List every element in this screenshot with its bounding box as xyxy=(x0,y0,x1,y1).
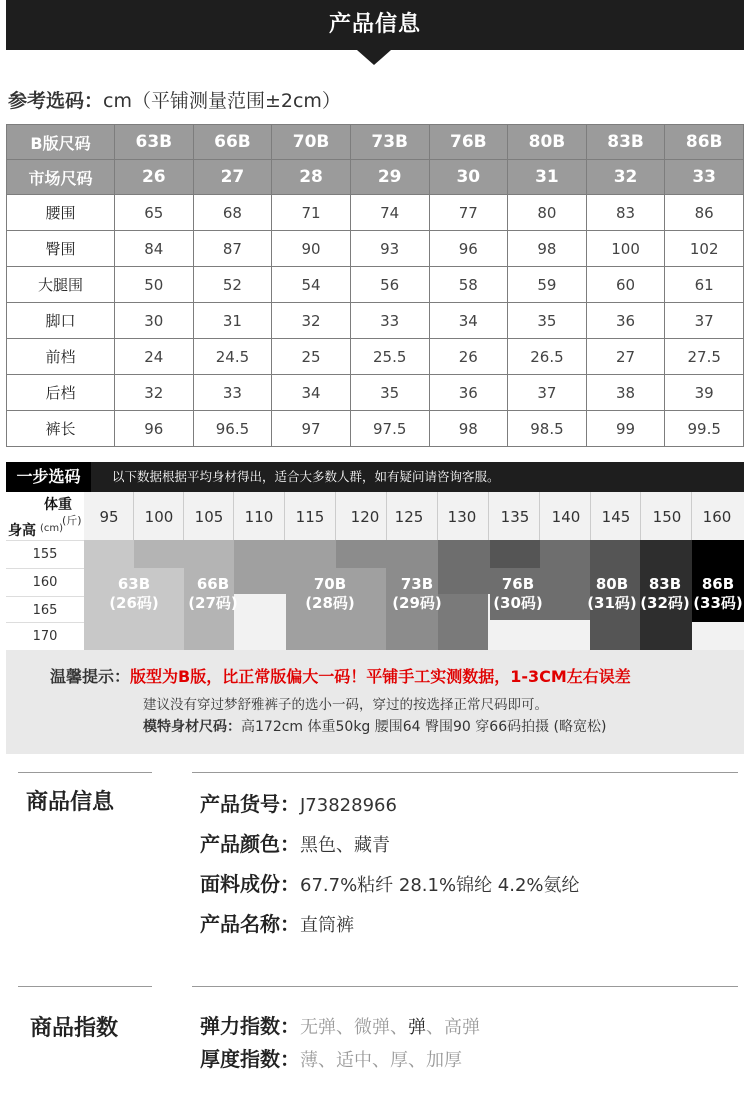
size-label-70b xyxy=(300,575,360,613)
thickness-option: 加厚 xyxy=(426,1050,462,1071)
table-cell: 98 xyxy=(508,231,587,267)
thickness-option: 厚 xyxy=(390,1050,408,1071)
info-row-sku xyxy=(200,788,397,817)
weight-tick: 145 xyxy=(601,508,631,526)
table-cell: 35 xyxy=(350,375,429,411)
tip-warning-text: 版型为B版，比正常版偏大一码！平铺手工实测数据，1-3CM左右误差 xyxy=(130,667,631,686)
table-cell: 102 xyxy=(665,231,744,267)
weight-label: 体重 xyxy=(44,497,72,513)
grid-divider xyxy=(284,492,285,540)
table-cell: 96.5 xyxy=(193,411,272,447)
b-size-cell: 66B xyxy=(193,125,272,160)
table-cell: 58 xyxy=(429,267,508,303)
table-cell: 37 xyxy=(508,375,587,411)
grid-divider xyxy=(183,492,184,540)
market-size-cell: 26 xyxy=(115,160,194,195)
elasticity-option-selected: 弹 xyxy=(408,1017,426,1038)
tip-model xyxy=(143,716,606,736)
table-cell: 33 xyxy=(350,303,429,339)
table-cell: 59 xyxy=(508,267,587,303)
size-b-text: 80B xyxy=(595,575,629,593)
field-label: 产品颜色： xyxy=(200,832,300,856)
tip-warning xyxy=(50,664,631,687)
elasticity-option: 无弹 xyxy=(300,1017,336,1038)
weight-tick: 95 xyxy=(99,508,119,526)
weight-tick: 160 xyxy=(702,508,732,526)
b-size-cell: 70B xyxy=(272,125,351,160)
divider xyxy=(18,986,152,987)
thickness-label: 厚度指数： xyxy=(200,1047,300,1071)
grid-divider xyxy=(386,492,387,540)
table-cell: 35 xyxy=(508,303,587,339)
elasticity-option: 高弹 xyxy=(444,1017,480,1038)
model-text: 高172cm 体重50kg 腰围64 臀围90 穿66码拍摄 (略宽松) xyxy=(241,719,607,735)
grid-divider xyxy=(335,492,336,540)
row-label: 腰围 xyxy=(7,195,115,231)
b-size-cell: 76B xyxy=(429,125,508,160)
size-b-text: 66B xyxy=(196,575,230,593)
table-cell: 36 xyxy=(429,375,508,411)
market-size-cell: 27 xyxy=(193,160,272,195)
grid-divider xyxy=(691,492,692,540)
row-label: 大腿围 xyxy=(7,267,115,303)
section-heading-info: 商品信息 xyxy=(26,790,115,815)
height-tick: 160 xyxy=(6,568,84,596)
b-size-cell: 83B xyxy=(586,125,665,160)
reference-note xyxy=(8,86,341,113)
height-tick: 165 xyxy=(6,596,84,624)
size-b-text: 86B xyxy=(701,575,735,593)
table-cell: 80 xyxy=(508,195,587,231)
row-label: 后档 xyxy=(7,375,115,411)
market-size-cell: 28 xyxy=(272,160,351,195)
table-cell: 93 xyxy=(350,231,429,267)
table-cell: 52 xyxy=(193,267,272,303)
grid-divider xyxy=(233,492,234,540)
divider xyxy=(192,986,738,987)
size-label-80b xyxy=(582,575,642,613)
banner-arrow xyxy=(357,50,391,65)
table-cell: 27.5 xyxy=(665,339,744,375)
elasticity-option: 微弹 xyxy=(354,1017,390,1038)
size-label-86b xyxy=(692,575,744,613)
table-cell: 54 xyxy=(272,267,351,303)
table-cell: 30 xyxy=(115,303,194,339)
height-label: 身高 xyxy=(8,523,36,539)
size-label-76b xyxy=(488,575,548,613)
section-heading-index: 商品指数 xyxy=(30,1016,119,1041)
table-cell: 27 xyxy=(586,339,665,375)
row-label: 裤长 xyxy=(7,411,115,447)
table-row xyxy=(7,231,744,267)
table-cell: 86 xyxy=(665,195,744,231)
divider xyxy=(18,772,152,773)
weight-tick: 140 xyxy=(551,508,581,526)
grid-divider xyxy=(640,492,641,540)
size-m-text: (33码) xyxy=(693,594,743,612)
table-cell: 60 xyxy=(586,267,665,303)
height-tick: 155 xyxy=(6,540,84,568)
table-cell: 99.5 xyxy=(665,411,744,447)
table-cell: 98.5 xyxy=(508,411,587,447)
market-size-cell: 32 xyxy=(586,160,665,195)
size-m-text: (27码) xyxy=(188,594,238,612)
market-size-label: 市场尺码 xyxy=(7,160,115,195)
grid-divider xyxy=(590,492,591,540)
elasticity-label: 弹力指数： xyxy=(200,1014,300,1038)
table-row xyxy=(7,411,744,447)
page-title: 产品信息 xyxy=(328,12,421,37)
market-size-cell: 33 xyxy=(665,160,744,195)
info-row-color xyxy=(200,828,390,857)
weight-tick: 130 xyxy=(447,508,477,526)
market-size-cell: 29 xyxy=(350,160,429,195)
table-cell: 61 xyxy=(665,267,744,303)
size-m-text: (30码) xyxy=(493,594,543,612)
step-guide-note: 以下数据根据平均身材得出，适合大多数人群，如有疑问请咨询客服。 xyxy=(112,469,500,484)
market-size-row xyxy=(7,160,744,195)
field-value: J73828966 xyxy=(300,795,397,816)
size-region-66b xyxy=(134,540,184,568)
weight-tick: 115 xyxy=(295,508,325,526)
reference-label: 参考选码： xyxy=(8,90,104,112)
table-cell: 38 xyxy=(586,375,665,411)
table-row xyxy=(7,375,744,411)
divider xyxy=(192,772,738,773)
thickness-option: 适中 xyxy=(336,1050,372,1071)
table-cell: 83 xyxy=(586,195,665,231)
size-region-73b xyxy=(336,540,386,568)
size-m-text: (26码) xyxy=(109,594,159,612)
weight-tick: 150 xyxy=(652,508,682,526)
b-size-row xyxy=(7,125,744,160)
table-cell: 99 xyxy=(586,411,665,447)
table-cell: 26.5 xyxy=(508,339,587,375)
size-label-63b xyxy=(104,575,164,613)
size-b-text: 76B xyxy=(501,575,535,593)
table-cell: 74 xyxy=(350,195,429,231)
market-size-cell: 30 xyxy=(429,160,508,195)
field-value: 直筒裤 xyxy=(300,915,354,936)
size-label-83b xyxy=(638,575,692,613)
table-cell: 24 xyxy=(115,339,194,375)
row-label: 前档 xyxy=(7,339,115,375)
table-cell: 32 xyxy=(115,375,194,411)
b-size-cell: 86B xyxy=(665,125,744,160)
table-cell: 25 xyxy=(272,339,351,375)
table-row xyxy=(7,195,744,231)
table-cell: 34 xyxy=(429,303,508,339)
table-cell: 65 xyxy=(115,195,194,231)
info-row-name xyxy=(200,908,354,937)
weight-tick: 120 xyxy=(350,508,380,526)
size-m-text: (29码) xyxy=(392,594,442,612)
b-size-cell: 80B xyxy=(508,125,587,160)
table-cell: 50 xyxy=(115,267,194,303)
table-cell: 39 xyxy=(665,375,744,411)
table-cell: 37 xyxy=(665,303,744,339)
size-region-80b xyxy=(490,540,540,568)
reference-text: cm（平铺测量范围±2cm） xyxy=(103,90,341,112)
field-value: 67.7%粘纤 28.1%锦纶 4.2%氨纶 xyxy=(300,875,580,896)
table-cell: 36 xyxy=(586,303,665,339)
table-cell: 71 xyxy=(272,195,351,231)
row-label: 臀围 xyxy=(7,231,115,267)
grid-divider xyxy=(539,492,540,540)
row-label: 脚口 xyxy=(7,303,115,339)
table-cell: 97.5 xyxy=(350,411,429,447)
size-label-73b xyxy=(387,575,447,613)
table-cell: 77 xyxy=(429,195,508,231)
step-guide-tab: 一步选码 xyxy=(6,462,91,492)
field-value: 黑色、藏青 xyxy=(300,835,390,856)
size-m-text: (28码) xyxy=(305,594,355,612)
table-row xyxy=(7,339,744,375)
table-cell: 25.5 xyxy=(350,339,429,375)
tip-label: 温馨提示： xyxy=(50,667,131,686)
b-size-cell: 63B xyxy=(115,125,194,160)
height-tick: 170 xyxy=(6,622,84,650)
table-cell: 31 xyxy=(193,303,272,339)
b-size-label: B版尺码 xyxy=(7,125,115,160)
weight-tick: 110 xyxy=(244,508,274,526)
table-cell: 34 xyxy=(272,375,351,411)
table-cell: 98 xyxy=(429,411,508,447)
table-cell: 97 xyxy=(272,411,351,447)
size-m-text: (32码) xyxy=(640,594,690,612)
weight-tick: 105 xyxy=(194,508,224,526)
b-size-cell: 73B xyxy=(350,125,429,160)
height-unit: (cm) xyxy=(40,523,64,534)
size-label-66b xyxy=(183,575,243,613)
table-cell: 84 xyxy=(115,231,194,267)
field-label: 面料成份： xyxy=(200,872,300,896)
grid-divider xyxy=(437,492,438,540)
table-cell: 100 xyxy=(586,231,665,267)
table-cell: 96 xyxy=(429,231,508,267)
size-m-text: (31码) xyxy=(587,594,637,612)
size-table xyxy=(6,124,744,447)
table-cell: 56 xyxy=(350,267,429,303)
grid-divider xyxy=(488,492,489,540)
size-b-text: 73B xyxy=(400,575,434,593)
table-cell: 90 xyxy=(272,231,351,267)
size-b-text: 63B xyxy=(117,575,151,593)
info-row-fabric xyxy=(200,868,580,897)
grid-divider xyxy=(133,492,134,540)
table-cell: 32 xyxy=(272,303,351,339)
elasticity-row: 弹力指数：无弹、微弹、弹、高弹 xyxy=(200,1014,480,1038)
table-cell: 96 xyxy=(115,411,194,447)
thickness-option: 薄 xyxy=(300,1050,318,1071)
market-size-cell: 31 xyxy=(508,160,587,195)
table-row xyxy=(7,267,744,303)
field-label: 产品名称： xyxy=(200,912,300,936)
table-cell: 26 xyxy=(429,339,508,375)
thickness-row: 厚度指数：薄、适中、厚、加厚 xyxy=(200,1047,462,1071)
weight-tick: 125 xyxy=(394,508,424,526)
weight-unit: (斤) xyxy=(62,514,82,527)
weight-tick: 100 xyxy=(144,508,174,526)
model-label: 模特身材尺码： xyxy=(143,719,241,735)
field-label: 产品货号： xyxy=(200,792,300,816)
size-b-text: 70B xyxy=(313,575,347,593)
table-cell: 87 xyxy=(193,231,272,267)
table-cell: 33 xyxy=(193,375,272,411)
table-cell: 68 xyxy=(193,195,272,231)
table-cell: 24.5 xyxy=(193,339,272,375)
table-row xyxy=(7,303,744,339)
weight-tick: 135 xyxy=(500,508,530,526)
size-b-text: 83B xyxy=(648,575,682,593)
tip-advice: 建议没有穿过梦舒雅裤子的选小一码，穿过的按选择正常尺码即可。 xyxy=(143,697,548,713)
